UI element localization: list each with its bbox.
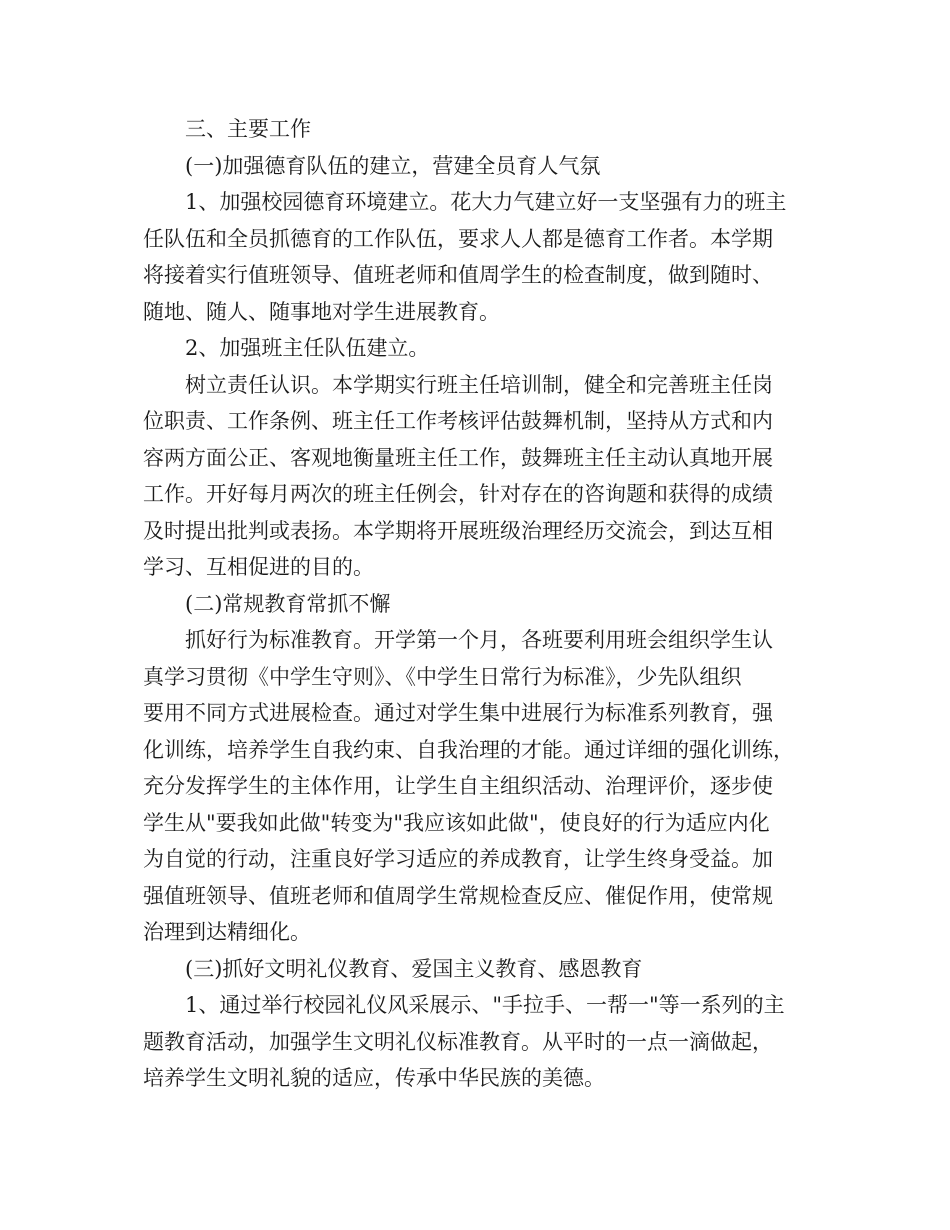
text-line: 1、通过举行校园礼仪风采展示、"手拉手、一帮一"等一系列的主	[185, 993, 785, 1017]
text-line: 2、加强班主任队伍建立。	[185, 336, 430, 360]
text-line: 将接着实行值班领导、值班老师和值周学生的检查制度，做到随时、	[143, 263, 773, 287]
text-line: 位职责、工作条例、班主任工作考核评估鼓舞机制，坚持从方式和内	[143, 409, 773, 433]
paragraph	[143, 586, 823, 623]
text-line: 化训练，培养学生自我约束、自我治理的才能。通过详细的强化训练，	[143, 737, 794, 762]
text-line: 1、加强校园德育环境建立。花大力气建立好一支坚强有力的班主	[185, 190, 787, 214]
paragraph	[143, 987, 823, 1097]
text-line: 题教育活动，加强学生文明礼仪标准教育。从平时的一点一滴做起，	[143, 1029, 773, 1054]
paragraph	[143, 330, 823, 367]
text-line: 治理到达精细化。	[143, 920, 311, 944]
text-line: 树立责任认识。本学期实行班主任培训制，健全和完善班主任岗	[185, 372, 773, 397]
text-line: 学习、互相促进的目的。	[143, 555, 374, 579]
text-line: (一)加强德育队伍的建立，营建全员育人气氛	[185, 153, 601, 178]
text-line: 强值班领导、值班老师和值周学生常规检查反应、催促作用，使常规	[143, 883, 773, 908]
paragraph	[143, 111, 823, 148]
text-line: 真学习贯彻《中学生守则》、《中学生日常行为标准》，少先队组织	[143, 664, 742, 689]
paragraph	[143, 951, 823, 988]
document-body	[143, 111, 823, 1097]
paragraph	[143, 148, 823, 185]
text-line: 为自觉的行动，注重良好学习适应的养成教育，让学生终身受益。加	[143, 847, 773, 871]
text-line: 充分发挥学生的主体作用，让学生自主组织活动、治理评价，逐步使	[143, 774, 773, 798]
text-line: 工作。开好每月两次的班主任例会，针对存在的咨询题和获得的成绩	[143, 482, 773, 506]
text-line: 要用不同方式进展检查。通过对学生集中进展行为标准系列教育，强	[143, 701, 773, 725]
text-line: 容两方面公正、客观地衡量班主任工作，鼓舞班主任主动认真地开展	[143, 445, 773, 470]
text-line: 三、主要工作	[185, 117, 311, 141]
text-line: (三)抓好文明礼仪教育、爱国主义教育、感恩教育	[185, 956, 643, 981]
paragraph	[143, 622, 823, 951]
text-line: (二)常规教育常抓不懈	[185, 591, 391, 616]
text-line: 随地、随人、随事地对学生进展教育。	[143, 299, 500, 324]
text-line: 及时提出批判或表扬。本学期将开展班级治理经历交流会，到达互相	[143, 518, 773, 543]
paragraph	[143, 184, 823, 330]
text-line: 培养学生文明礼貌的适应，传承中华民族的美德。	[143, 1066, 605, 1090]
text-line: 抓好行为标准教育。开学第一个月，各班要利用班会组织学生认	[185, 628, 773, 652]
text-line: 学生从"要我如此做"转变为"我应该如此做"，使良好的行为适应内化	[143, 810, 770, 835]
paragraph	[143, 367, 823, 586]
text-line: 任队伍和全员抓德育的工作队伍，要求人人都是德育工作者。本学期	[143, 226, 773, 251]
